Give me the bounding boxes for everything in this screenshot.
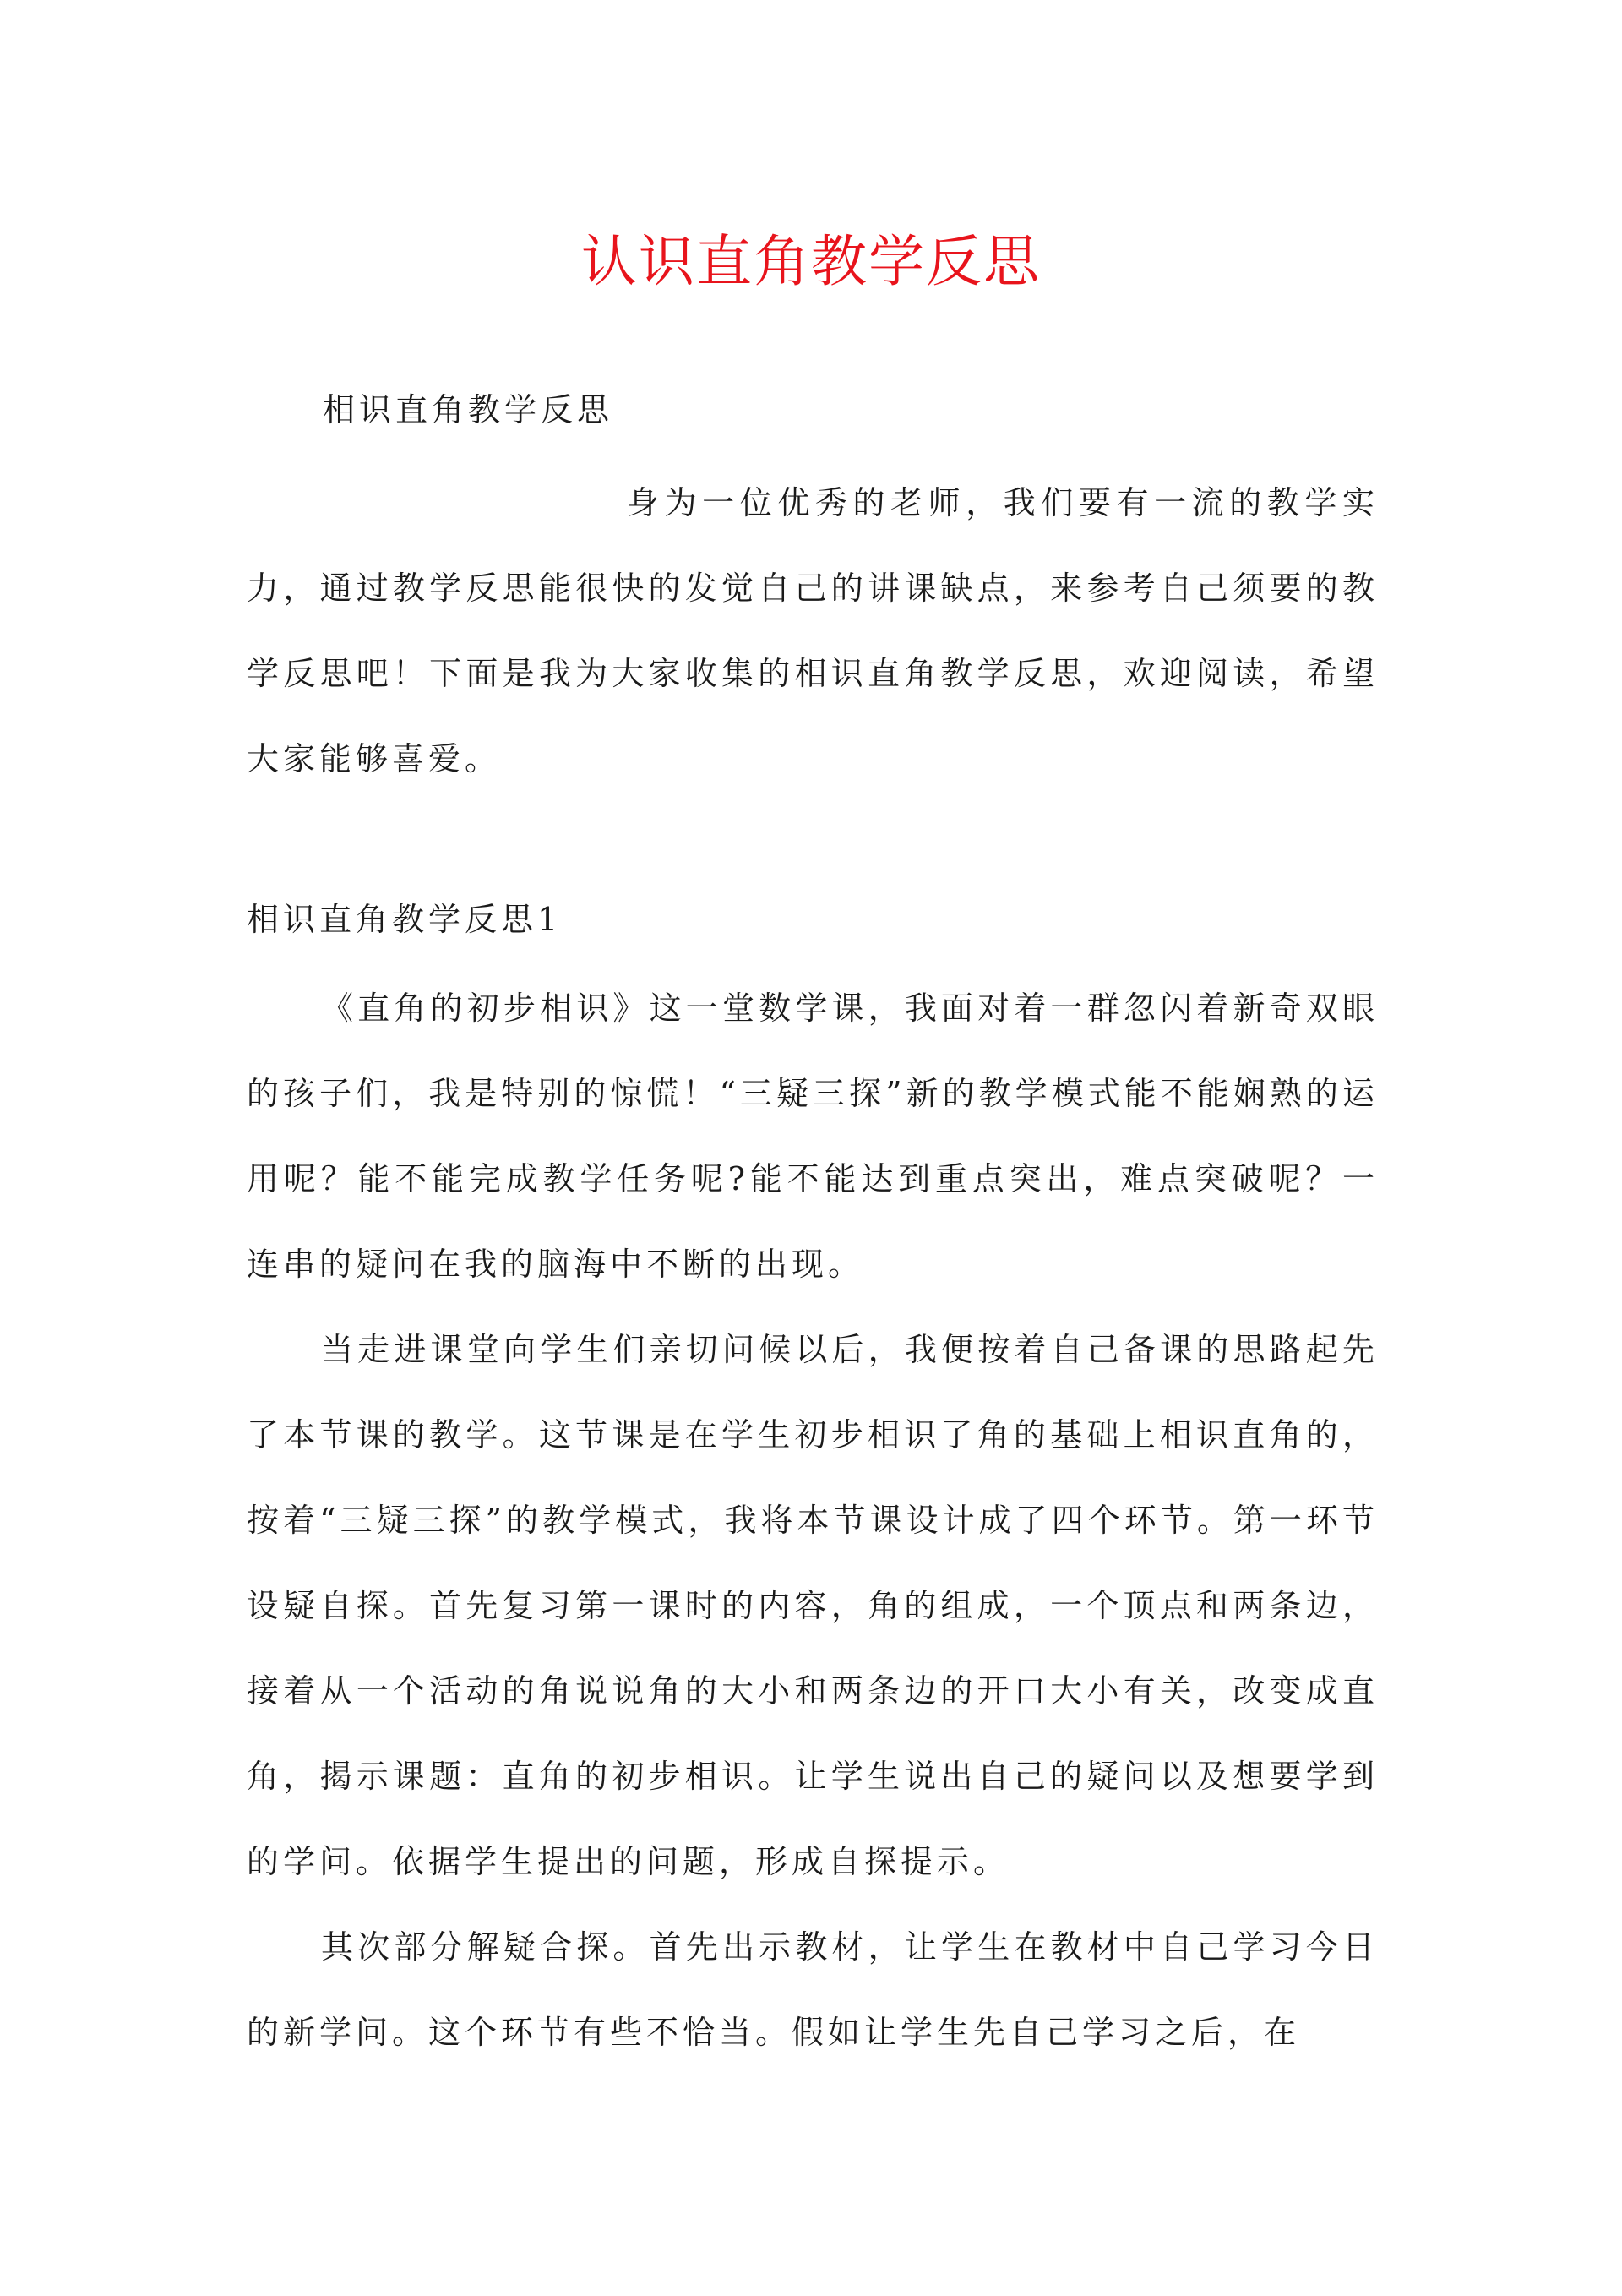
paragraph: 其次部分解疑合探。首先出示教材，让学生在教材中自己学习今日的新学问。这个环节有些不恰当。假如让学生先自己学习之后，在 <box>247 1928 1379 2051</box>
section-heading: 相识直角教学反思1 <box>247 901 563 938</box>
paragraph: 当走进课堂向学生们亲切问候以后，我便按着自己备课的思路起先了本节课的教学。这节课是在学生初步相识了角的基础上相识直角的，按着“三疑三探”的教学模式，我将本节课设计成了四个环节。第一环节设疑自探。首先复习第一课时的内容，角的组成，一个顶点和两条边，接着从一个活动的角说说角的大小和两条边的开口大小有关，改变成直角，揭示课题：直角的初步相识。让学生说出自己的疑问以及想要学到的学问。依据学生提出的问题，形成自探提示。 <box>247 1331 1379 1880</box>
intro-paragraph: 身为一位优秀的老师，我们要有一流的教学实力，通过教学反思能很快的发觉自己的讲课缺点，来参考自己须要的教学反思吧！下面是我为大家收集的相识直角教学反思，欢迎阅读，希望大家能够喜爱。 <box>247 484 1379 777</box>
document-subtitle: 相识直角教学反思 <box>323 391 614 428</box>
paragraph: 《直角的初步相识》这一堂数学课，我面对着一群忽闪着新奇双眼的孩子们，我是特别的惊慌！“三疑三探”新的教学模式能不能娴熟的运用呢？能不能完成教学任务呢?能不能达到重点突出，难点突破呢？一连串的疑问在我的脑海中不断的出现。 <box>247 990 1379 1283</box>
section-body <box>247 966 1379 2075</box>
document-title: 认识直角教学反思 <box>581 229 1041 294</box>
